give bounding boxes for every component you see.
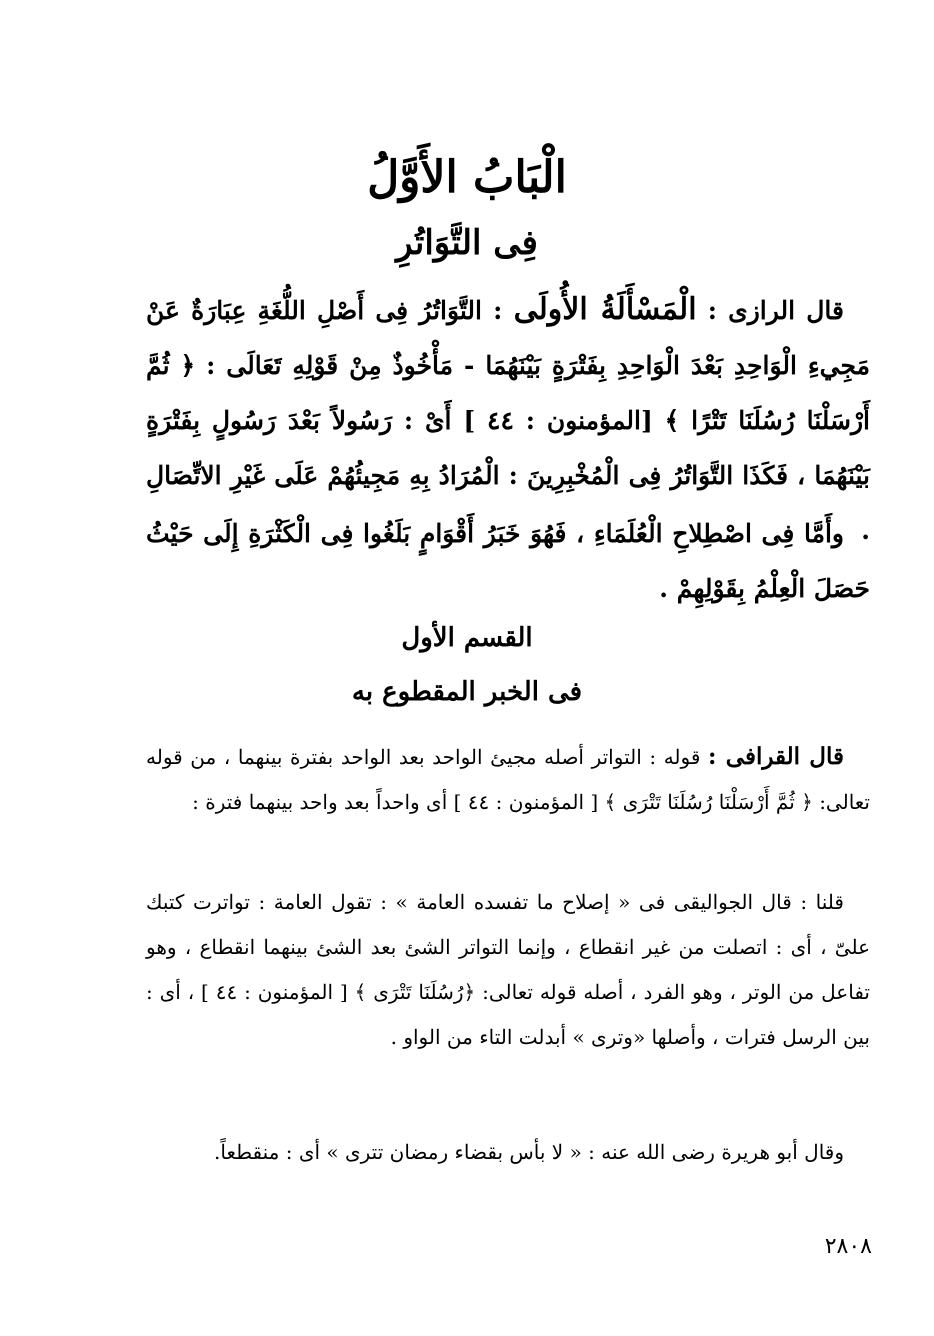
qarafi-text: قوله : التواتر أصله مجيئ الواحد بعد الواحد بفترة بينهما ، من قوله تعالى: ﴿ ثُمَّ أَرْسَلْنَا رُسُلَنَا تَتْرَى ﴾ [ المؤمنون : ٤٤ ] أى واحداً بعد واحد بينهما فترة :: [146, 745, 870, 814]
qarafi-paragraph-1: [146, 734, 870, 825]
page-number: ٢٨٠٨: [824, 1234, 872, 1259]
razi-lead: قال الرازى :: [707, 296, 844, 325]
qarafi-lead: قال القرافى :: [708, 743, 845, 770]
razi-text: : التَّوَاتُرُ فِى أَصْلِ اللُّغَةِ عِبَارَةٌ عَنْ مَجِيءِ الْوَاحِدِ بَعْدَ الْوَاحِدِ بِفَتْرَةٍ بَيْنَهُمَا - مَأْخُوذٌ مِنْ قَوْلِهِ تَعَالَى : ﴿ ثُمَّ أَرْسَلْنَا رُسُلَنَا تَتْرًا ﴾ [المؤمنون : ٤٤ ] أَىْ : رَسُولاً بَعْدَ رَسُولٍ بِفَتْرَةٍ بَيْنَهُمَا ، فَكَذَا التَّوَاتُرُ فِى الْمُخْبِرِينَ : الْمُرَادُ بِهِ مَجِيئُهُمْ عَلَى غَيْرِ الاتِّصَالِ .: [146, 296, 870, 545]
qarafi-paragraph-2: [146, 880, 870, 1060]
razi-paragraph-2: [146, 506, 870, 616]
chapter-subtitle: فِى التَّوَاتُرِ: [396, 223, 538, 263]
section-subtitle: فى الخبر المقطوع به: [351, 677, 583, 707]
qarafi-paragraph-2-text: قلنا : قال الجواليقى فى « إصلاح ما تفسده العامة » : تقول العامة : تواترت كتبك علىّ ، أى : اتصلت من غير انقطاع ، وإنما التواتر الشئ بعد الشئ بينهما انقطاع ، وهو تفاعل من الوتر ، وهو الفرد ، أصله قوله تعالى: ﴿رُسُلَنَا تَتْرَى ﴾ [ المؤمنون : ٤٤ ] ، أى : بين الرسل فترات ، وأصلها «وترى » أبدلت التاء من الواو .: [146, 890, 870, 1049]
section-title: القسم الأول: [401, 623, 533, 653]
qarafi-paragraph-3-text: وقال أبو هريرة رضى الله عنه : « لا بأس بقضاء رمضان تترى » أى : منقطعاً.: [214, 1140, 844, 1164]
razi-paragraph-2-text: وأَمَّا فِى اصْطِلاحِ الْعُلَمَاءِ ، فَهُوَ خَبَرُ أَقْوَامٍ بَلَغُوا فِى الْكَثْرَةِ إِلَى حَيْثُ حَصَلَ الْعِلْمُ بِقَوْلِهِمْ .: [146, 519, 870, 603]
qarafi-paragraph-3: [146, 1130, 870, 1175]
chapter-title: الْبَابُ الأَوَّلُ: [367, 152, 567, 203]
razi-question-heading: الْمَسْأَلَةُ الأُولَى: [513, 292, 697, 327]
